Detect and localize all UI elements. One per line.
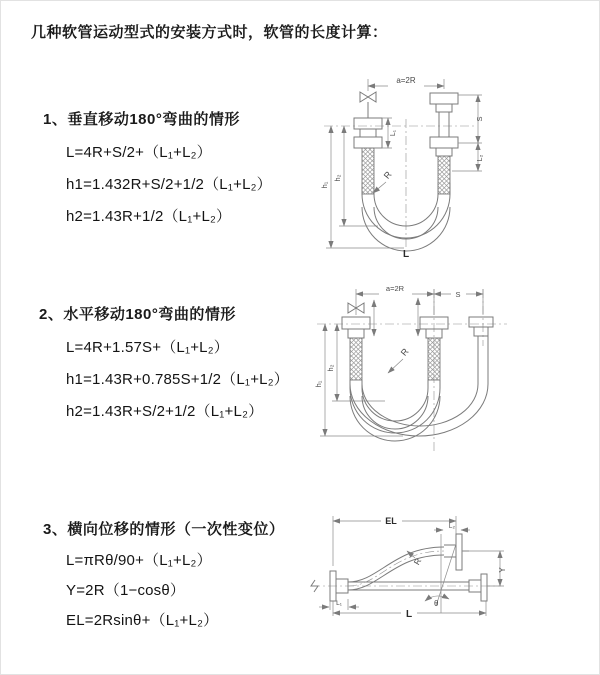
dim-label-l2: L₂ [477,154,484,162]
dimension-a2r [368,76,444,91]
dim-label-h2: h₂ [333,174,342,182]
section-1-heading: 1、垂直移动180°弯曲的情形 [43,111,240,128]
diagram-vertical-180-bend [316,73,586,263]
section-3-formula-Y: Y=2R（1−cosθ） [66,582,186,599]
radius-callout [373,169,394,193]
length-label: L [402,249,410,260]
upper-flange [444,534,469,570]
section-3-formula-L: L=πRθ/90+（L₁+L₂） [66,552,212,569]
dim-label-el: EL [385,516,397,526]
dim-label-l2: L₂ [448,523,456,530]
section-3-heading: 3、横向位移的情形（一次性变位） [43,521,285,538]
lower-flange-original-position [348,574,487,601]
dimension-l2 [434,523,470,530]
pipe-break-icon [311,580,318,592]
right-flange-assembly [430,93,458,194]
diagram-lateral-displacement [301,504,596,644]
hose-curves [350,346,488,441]
section-1-formula-h2: h2=1.43R+1/2（L₁+L₂） [66,208,232,225]
section-1-formula-h1: h1=1.432R+S/2+1/2（L₁+L₂） [66,176,272,193]
dim-label-y: Y [498,567,507,573]
section-2-formula-h1: h1=1.43R+0.785S+1/2（L₁+L₂） [66,371,289,388]
page-title: 几种软管运动型式的安装方式时，软管的长度计算： [31,24,388,41]
section-2-formula-L: L=4R+1.57S+（L₁+L₂） [66,339,229,356]
dim-label-h2: h₂ [326,364,335,372]
radius-label: R [411,556,424,567]
dim-label-l1: L₁ [390,129,397,137]
dimension-l2 [477,143,484,171]
radius-label: R [398,346,411,358]
dim-label-a2r: a=2R [396,76,416,85]
dim-label-l1: L₁ [336,600,342,607]
section-3-formula-EL: EL=2Rsinθ+（L₁+L₂） [66,612,219,629]
dimension-el [333,516,456,566]
dim-label-s: S [475,116,484,122]
dim-label-h1: h₁ [314,380,323,388]
radius-label: R [381,169,394,181]
section-2-heading: 2、水平移动180°弯曲的情形 [39,306,236,323]
hose-s-curve [348,547,444,590]
diagram-horizontal-180-bend [311,284,596,464]
radius-callout [388,346,411,373]
dimension-a2r [356,284,483,315]
length-label: L [405,609,413,620]
dimension-l1 [374,118,397,148]
dimension-l [333,601,486,620]
section-1-formula-L: L=4R+S/2+（L₁+L₂） [66,144,212,161]
movement-arrows [374,298,418,336]
dim-label-a2r: a=2R [385,284,405,293]
left-flange-assembly [342,317,370,380]
left-flange-assembly [354,118,382,194]
radius-callout [407,551,423,567]
dimension-l1 [319,599,359,610]
section-2-formula-h2: h2=1.43R+S/2+1/2（L₁+L₂） [66,403,264,420]
centerlines [324,119,476,247]
moved-flange-assembly [469,317,493,346]
angle-construction [425,534,456,613]
dim-label-s: S [455,290,461,299]
dim-label-h1: h₁ [320,181,329,189]
dimension-s [434,290,483,299]
valve-icon [360,92,376,118]
angle-label: θ [434,599,439,608]
